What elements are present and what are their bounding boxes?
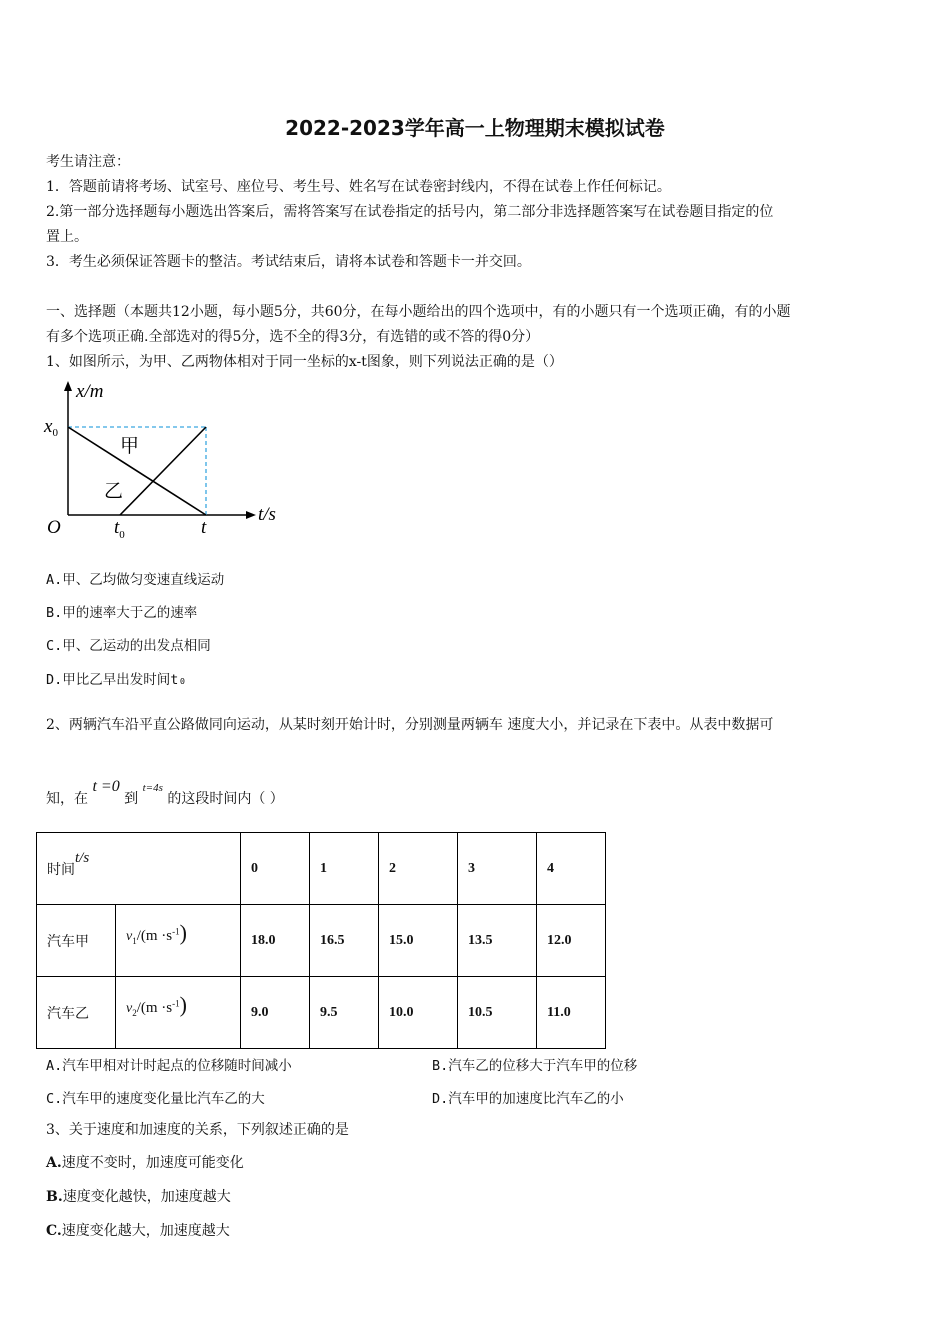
question-2-stem-cont: [46, 778, 284, 810]
table-cell: 11.0: [537, 977, 606, 1049]
table-cell: 3: [458, 833, 537, 905]
question-2-stem: 2、两辆汽车沿平直公路做同向运动，从某时刻开始计时，分别测量两辆车 速度大小，并记录在下表中。从表中数据可: [46, 717, 774, 733]
xt-graph-figure: [40, 375, 290, 547]
table-row: [37, 977, 606, 1049]
table-cell: 12.0: [537, 905, 606, 977]
x-axis-label: t/s: [258, 504, 276, 525]
q1-option-b: B.甲的速率大于乙的速率: [46, 605, 198, 621]
section-heading-cont: 有多个选项正确.全部选对的得5分，选不全的得3分，有选错的或不答的得0分）: [46, 329, 540, 345]
x-axis-arrow: [246, 511, 256, 519]
velocity-table: [36, 832, 606, 1049]
table-cell: 15.0: [379, 905, 458, 977]
time-header: [37, 833, 241, 905]
q1-option-c: C.甲、乙运动的出发点相同: [46, 638, 211, 654]
stem-text: 知，在: [46, 791, 88, 807]
table-cell: 10.0: [379, 977, 458, 1049]
q3-option-a: A.速度不变时，加速度可能变化: [46, 1155, 244, 1171]
table-cell: 9.0: [241, 977, 310, 1049]
table-cell: 0: [241, 833, 310, 905]
t0-label: $t_0$: [114, 517, 125, 541]
label-yi: 乙: [104, 481, 124, 502]
notice-item-1: 1．答题前请将考场、试室号、座位号、考生号、姓名写在试卷密封线内，不得在试卷上作任何标记。: [46, 179, 671, 195]
t-label: t: [201, 517, 207, 538]
row-name: 汽车乙: [37, 977, 116, 1049]
table-cell: 2: [379, 833, 458, 905]
y-axis-arrow: [64, 381, 72, 391]
question-1-stem: 1、如图所示，为甲、乙两物体相对于同一坐标的x-t图象，则下列说法正确的是（）: [46, 354, 563, 370]
time-unit: t/s: [75, 849, 90, 866]
notice-item-2-cont: 置上。: [46, 229, 88, 245]
x0-label: $x_0$: [44, 416, 58, 439]
q2-option-d: D.汽车甲的加速度比汽车乙的小: [432, 1091, 624, 1107]
table-row: [37, 833, 606, 905]
q1-option-a: A.甲、乙均做匀变速直线运动: [46, 572, 225, 588]
table-cell: 10.5: [458, 977, 537, 1049]
row-name: 汽车甲: [37, 905, 116, 977]
section-heading: 一、选择题（本题共12小题，每小题5分，共60分，在每小题给出的四个选项中，有的小题只有一个选项正确，有的小题: [46, 304, 791, 320]
label-jia: 甲: [120, 436, 140, 457]
stem-text: 的这段时间内（ ）: [167, 791, 284, 807]
y-axis-label: x/m: [76, 381, 104, 402]
q1-option-d: D.甲比乙早出发时间t₀: [46, 672, 187, 688]
q3-option-b: B.速度变化越快，加速度越大: [46, 1189, 231, 1205]
stem-text: 到: [124, 791, 139, 807]
question-3-stem: 3、关于速度和加速度的关系，下列叙述正确的是: [46, 1122, 349, 1138]
time-label: 时间: [47, 862, 75, 878]
page-title: 2022-2023学年高一上物理期末模拟试卷: [285, 116, 665, 140]
q2-option-a: A.汽车甲相对计时起点的位移随时间减小: [46, 1058, 292, 1074]
table-cell: 4: [537, 833, 606, 905]
notice-heading: 考生请注意：: [46, 154, 130, 170]
notice-item-3: 3．考生必须保证答题卡的整洁。考试结束后，请将本试卷和答题卡一并交回。: [46, 254, 531, 270]
table-cell: 13.5: [458, 905, 537, 977]
table-cell: 9.5: [310, 977, 379, 1049]
t-end: t=4s: [142, 782, 163, 794]
table-cell: 1: [310, 833, 379, 905]
row-unit: $v_2/(m \cdot s^{-1})$: [116, 977, 241, 1049]
t-start: t =0: [92, 778, 120, 795]
table-cell: 16.5: [310, 905, 379, 977]
q3-option-c: C.速度变化越大，加速度越大: [46, 1223, 230, 1239]
notice-item-2: 2.第一部分选择题每小题选出答案后，需将答案写在试卷指定的括号内，第二部分非选择题答案写在试卷题目指定的位: [46, 204, 774, 220]
table-cell: 18.0: [241, 905, 310, 977]
table-row: [37, 905, 606, 977]
q2-option-c: C.汽车甲的速度变化量比汽车乙的大: [46, 1091, 265, 1107]
row-unit: $v_1/(m \cdot s^{-1})$: [116, 905, 241, 977]
origin-label: O: [47, 517, 61, 538]
q2-option-b: B.汽车乙的位移大于汽车甲的位移: [432, 1058, 638, 1074]
